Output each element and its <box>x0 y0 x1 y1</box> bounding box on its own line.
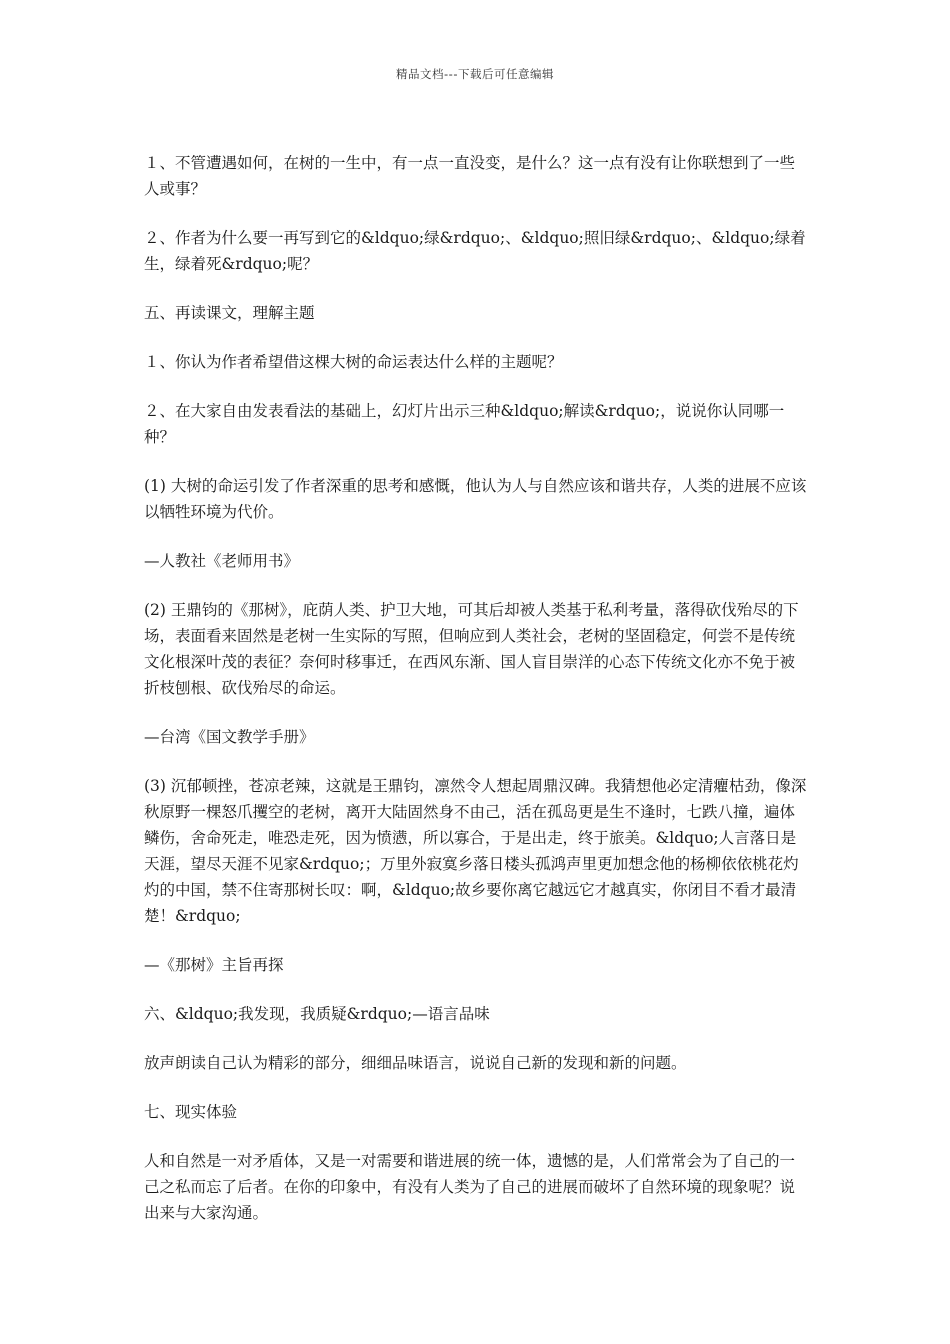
interpretation-3-source: —《那树》主旨再探 <box>144 956 284 974</box>
question-1-paragraph: １、不管遭遇如何，在树的一生中，有一点一直没变，是什么？这一点有没有让你联想到了一些人或事？ <box>144 154 796 198</box>
section-6-heading: 六、&ldquo;我发现，我质疑&rdquo;—语言品味 <box>144 1005 490 1023</box>
interpretation-2: (2) 王鼎钧的《那树》，庇荫人类、护卫大地，可其后却被人类基于私利考量，落得砍伐殆尽的下场，表面看来固然是老树一生实际的写照，但响应到人类社会，老树的坚固稳定，何尝不是传统文化根深叶茂的表征？奈何时移事迁，在西风东渐、国人盲目崇洋的心态下传统文化亦不免于被折枝刨根、砍伐殆尽的命运。 <box>144 601 799 697</box>
section-6-instruction: 放声朗读自己认为精彩的部分，细细品味语言，说说自己新的发现和新的问题。 <box>144 1054 687 1072</box>
section-7-heading: 七、现实体验 <box>144 1103 238 1121</box>
section-5-question-1: １、你认为作者希望借这棵大树的命运表达什么样的主题呢？ <box>144 353 563 371</box>
section-7-body: 人和自然是一对矛盾体，又是一对需要和谐进展的统一体，遗憾的是，人们常常会为了自己的一己之私而忘了后者。在你的印象中，有没有人类为了自己的进展而破坏了自然环境的现象呢？说出来与大家沟通。 <box>144 1152 796 1222</box>
interpretation-2-source: —台湾《国文教学手册》 <box>144 728 315 746</box>
document-body <box>144 150 809 1249</box>
section-5-heading: 五、再读课文，理解主题 <box>144 304 315 322</box>
section-5-question-2: ２、在大家自由发表看法的基础上，幻灯片出示三种&ldquo;解读&rdquo;，说说你认同哪一种？ <box>144 402 785 446</box>
page-header: 精品文档---下载后可任意编辑 <box>396 67 554 81</box>
interpretation-3: (3) 沉郁顿挫，苍凉老辣，这就是王鼎钧，凛然令人想起周鼎汉碑。我猜想他必定清癯枯劲，像深秋原野一棵怒爪攫空的老树，离开大陆固然身不由己，活在孤岛更是生不逢时，七跌八撞，遍体鳞伤，舍命死走，唯恐走死，因为愤懑，所以寡合，于是出走，终于旅美。&ldquo;人言落日是天涯，望尽天涯不见家&rdquo;；万里外寂寞乡落日楼头孤鸿声里更加想念他的杨柳依依桃花灼灼的中国，禁不住寄那树长叹：啊，&ldquo;故乡要你离它越远它才越真实，你闭目不看才最清楚！&rdquo; <box>144 777 807 925</box>
interpretation-1: (1) 大树的命运引发了作者深重的思考和感慨，他认为人与自然应该和谐共存，人类的进展不应该以牺牲环境为代价。 <box>144 477 807 521</box>
interpretation-1-source: —人教社《老师用书》 <box>144 552 300 570</box>
question-2-paragraph: ２、作者为什么要一再写到它的&ldquo;绿&rdquo;、&ldquo;照旧绿&rdquo;、&ldquo;绿着生，绿着死&rdquo;呢？ <box>144 229 806 273</box>
